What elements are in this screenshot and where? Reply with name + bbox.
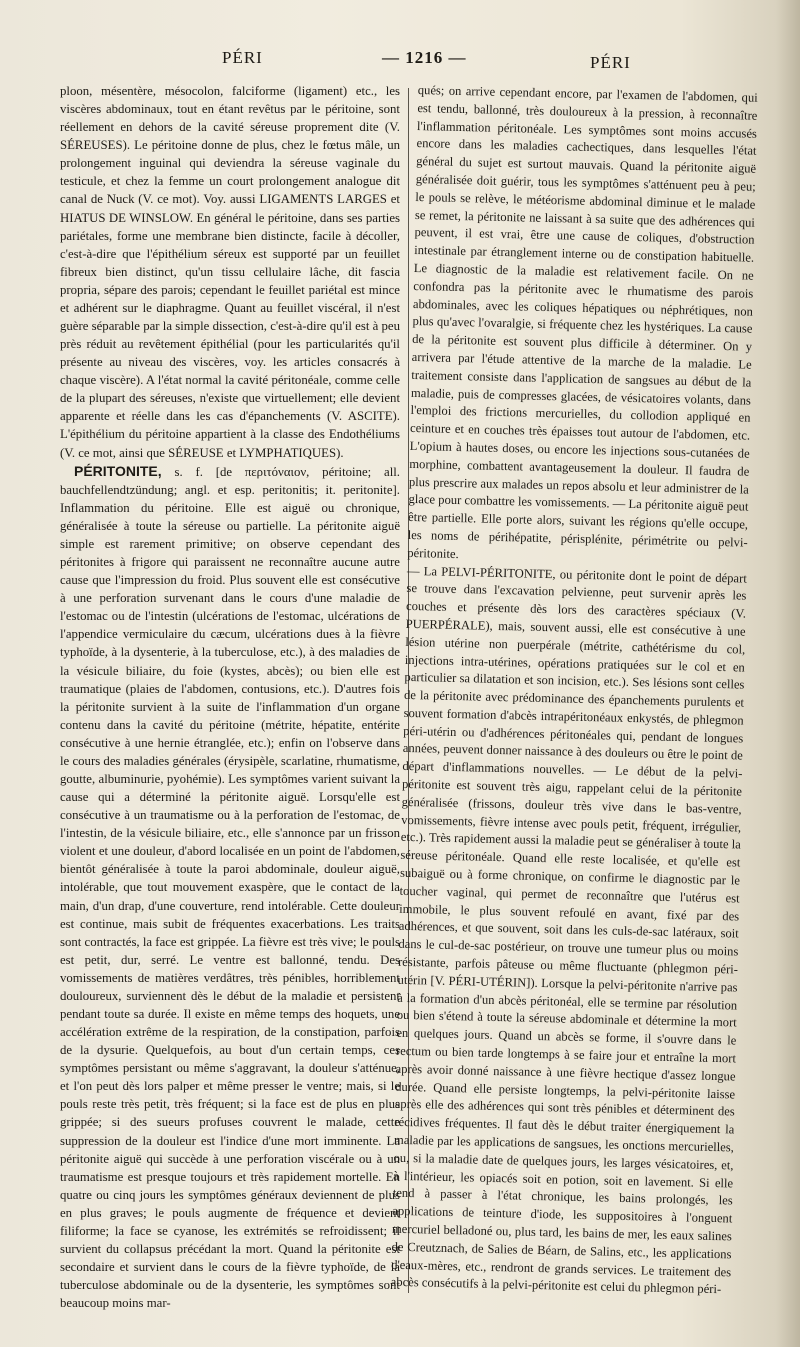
entry-peritonite [60,462,400,1313]
right-paragraph-1: qués; on arrive cependant encore, par l'examen de l'abdomen, qui est tendu, ballonné, très douloureux à la pression, à reconnaître l'inflammation péritonéale. Les symptômes sont moins accusés encore dans les maladies cachectiques, dans lesquelles l'état général du sujet est surtout mauvais. Quand la péritonite aiguë généralisée doit guérir, tous les symptômes s'atténuent peu à peu; le pouls se relève, le météorisme abdominal diminue et le malade se remet, la péritonite ne laissant à sa suite que des adhérences qui peuvent, il est vrai, être une cause de coliques, d'obstruction intestinale par étranglement interne ou de constipation habituelle. Le diagnostic de la maladie est relativement facile. On ne confondra pas la péritonite avec le rhumatisme des parois abdominales, avec les coliques hépatiques ou néphrétiques, non plus qu'avec l'ovaralgie, si fréquente chez les hystériques. La cause de la péritonite est souvent plus difficile à déterminer. On y arrivera par l'étude attentive de la marche de la maladie. Le traitement consiste dans l'application de sangsues au début de la maladie, puis de compresses glacées, de vésicatoires volants, dans l'emploi des frictions mercurielles, du collodion appliqué en ceinture et en couches très épaisses tout autour de l'abdomen, etc. L'opium à hautes doses, ou encore les injections sous-cutanées de morphine, combattent avantageusement la douleur. Il faudra de plus prescrire aux malades un repos absolu et leur administrer de la glace pour combattre les vomissements. — La péritonite aiguë peut être partielle. Elle porte alors, suivant les régions qu'elle occupe, les noms de périhépatite, périsplénite, périmétrite ou pelvi-péritonite. [407,82,758,561]
running-header [60,48,750,78]
header-right-keyword: PÉRI [590,53,631,72]
left-column [60,82,400,1312]
entry-continuation: ploon, mésentère, mésocolon, falciforme (ligament) etc., les viscères abdominaux, tout en étant revêtus par le péritoine, sont réellement en dehors de la cavité séreuse proprement dite (V. SÉREUSES). Le péritoine donne de plus, chez le fœtus mâle, un prolongement inguinal qui deviendra la séreuse vaginale du testicule, et chez la femme un court prolongement analogue dit canal de Nuck (V. ce mot). Voy. aussi LIGAMENTS LARGES et HIATUS DE WINSLOW. En général le péritoine, dans ses parties pariétales, forme une membrane bien distincte, facile à décoller, c'est-à-dire que l'épithélium séreux est supporté par un feuillet fibreux bien distinct, qu'un tissu cellulaire lâche, dit fascia propria, sépare des parois; cependant le feuillet pariétal est mince et adhérent sur le diaphragme. Quant au feuillet viscéral, il n'est guère séparable par la simple dissection, c'est-à-dire qu'il est à peu près réduit au revêtement épithélial (pour les particularités qu'il présente au niveau des viscères, voy. les articles consacrés à chaque viscère). A l'état normal la cavité péritonéale, comme celle de la plupart des séreuses, n'existe que virtuellement; elle devient apparente et réelle dans les cas d'épanchements (V. ASCITE). L'épithélium du péritoine appartient à la classe des Endothéliums (V. ce mot, ainsi que SÉREUSE et LYMPHATIQUES). [60,84,400,460]
headword-peritonite: PÉRITONITE, [74,462,162,479]
header-left-keyword: PÉRI [222,48,263,67]
right-column [391,82,758,1300]
page-number: — 1216 — [382,48,467,67]
entry-peritonite-body: s. f. [de περιτόναιον, péritoine; all. bauchfellendtzündung; angl. et esp. peritonitis; it. peritonite]. Inflammation du péritoine. Elle est aiguë ou chronique, généralisée à toute la séreuse ou partielle. La péritonite aiguë simple est rarement primitive; on observe cependant des péritonites à frigore qui paraissent ne reconnaître aucune autre cause que l'impression du froid. Plus souvent elle est consécutive à une perforation survenant dans le cours d'une maladie de l'estomac ou de l'intestin (ulcérations de l'estomac, ulcérations de l'appendice vermiculaire du cæcum, ulcérations dues à la fièvre typhoïde, à la dysenterie, à la tuberculose, etc.), à des maladies de la vésicule biliaire, du foie (kystes, abcès); ou bien elle est traumatique (plaies de l'abdomen, contusions, etc.). D'autres fois la péritonite survient à la suite de l'inflammation d'un organe contenu dans la cavité du péritoine (métrite, hépatite, entérite consécutive à une hernie étranglée, etc.); enfin on l'observe dans le cours des maladies générales (érysipèle, scarlatine, rhumatisme, goutte, albuminurie, pyohémie). Les symptômes varient suivant la cause qui a déterminé la péritonite aiguë. Lorsqu'elle est consécutive à un traumatisme ou à la perforation de l'estomac, de l'intestin, de la vésicule biliaire, etc., elle s'annonce par un frisson violent et une douleur, d'abord localisée en un point de l'abdomen, bientôt généralisée à toute la paroi abdominale, douleur aiguë, intolérable, que tout mouvement exaspère, que le contact de la main, d'un drap, d'une couverture, rend intolérable. Cette douleur est continue, mais subit de fréquentes exacerbations. Les traits sont contractés, la face est grippée. La fièvre est très vive; le pouls est petit, dur, serré. Le ventre est ballonné, tendu. Des vomissements de matières verdâtres, très pénibles, horriblement douloureux, surviennent dès le début de la maladie et persistent pendant toute sa durée. Il existe en même temps des hoquets, une accélération extrême de la respiration, de la constipation, parfois de la dysurie. Quelquefois, au bout d'un certain temps, ces symptômes persistant ou même s'aggravant, la douleur s'atténue, et l'on peut dès lors palper et même presser le ventre; mais, si le pouls reste très petit, très fréquent; si la face est de plus en plus grippée; si des sueurs profuses couvrent le malade, cette suppression de la douleur est l'indice d'une mort imminente. La péritonite aiguë qui succède à une perforation viscérale ou à un traumatisme est presque toujours et très rapidement mortelle. En quatre ou cinq jours les symptômes généraux deviennent de plus en plus graves; le pouls augmente de fréquence et devient filiforme; la face se cyanose, les extrémités se refroidissent; il survient du collapsus précédant la mort. Quand la péritonite est secondaire et survient dans le cours de la fièvre typhoïde, de la tuberculose abdominale ou de la dysenterie, les symptômes sont beaucoup moins mar- [60,464,401,1311]
right-paragraph-pelvi-peritonite: — La PELVI-PÉRITONITE, ou péritonite dont le point de départ se trouve dans l'excavation pelvienne, peut survenir après les couches et présente dès lors des caractères spéciaux (V. PUERPÉRALE), mais, souvent aussi, elle est consécutive à une lésion utérine non puerpérale (métrite, cathétérisme du col, injections intra-utérines, opérations pratiquées sur le col et en particulier sa dilatation et son incision, etc.). Ses lésions sont celles de la péritonite avec prédominance des épanchements purulents et souvent formation d'abcès intrapéritonéaux enkystés, de phlegmon péri-utérin ou d'adhérences péritonéales qui, pendant de longues années, peuvent donner naissance à des douleurs ou être le point de départ d'inflammations nouvelles. — Le début de la pelvi-péritonite est souvent très aigu, rappelant celui de la péritonite généralisée (frissons, douleur très vive dans le bas-ventre, vomissements, fièvre intense avec pouls petit, fréquent, irrégulier, etc.). Très rapidement aussi la maladie peut se généraliser à toute la séreuse péritonéale. Quand elle reste localisée, et qu'elle est subaiguë ou à forme chronique, on confirme le diagnostic par le toucher vaginal, qui permet de reconnaître que l'utérus est immobile, le plus souvent refoulé en avant, fixé par des adhérences, et que souvent, soit dans les culs-de-sac latéraux, soit dans le cul-de-sac postérieur, on trouve une tumeur plus ou moins résistante, parfois pâteuse ou même fluctuante (phlegmon péri-utérin [V. PÉRI-UTÉRIN]). Lorsque la pelvi-péritonite n'arrive pas à la formation d'un abcès péritonéal, elle se termine par résolution ou bien s'étend à toute la séreuse abdominale et détermine la mort en quelques jours. Quand un abcès se forme, il s'ouvre dans le rectum ou bien tarde longtemps à se faire jour et entraîne la mort après avoir donné naissance à une fièvre hectique d'assez longue durée. Quand elle persiste longtemps, la pelvi-péritonite laisse après elle des adhérences qui sont très pénibles et déterminent des récidives fréquentes. Il faut dès le début traiter énergiquement la maladie par les applications de sangsues, les onctions mercurielles, ou, si la maladie date de quelques jours, les larges vésicatoires, et, à l'intérieur, les opiacés soit en potion, soit en lavement. Si elle tend à passer à l'état chronique, les bains prolongés, les applications de teinture d'iode, les suppositoires à l'onguent mercuriel belladoné ou, plus tard, les bains de mer, les eaux salines de Creutznach, de Salies de Béarn, de Salins, etc., les applications d'eaux-mères, etc., rendront de grands services. Le traitement des abcès consécutifs à la pelvi-péritonite est celui du phlegmon péri- [390,563,747,1297]
